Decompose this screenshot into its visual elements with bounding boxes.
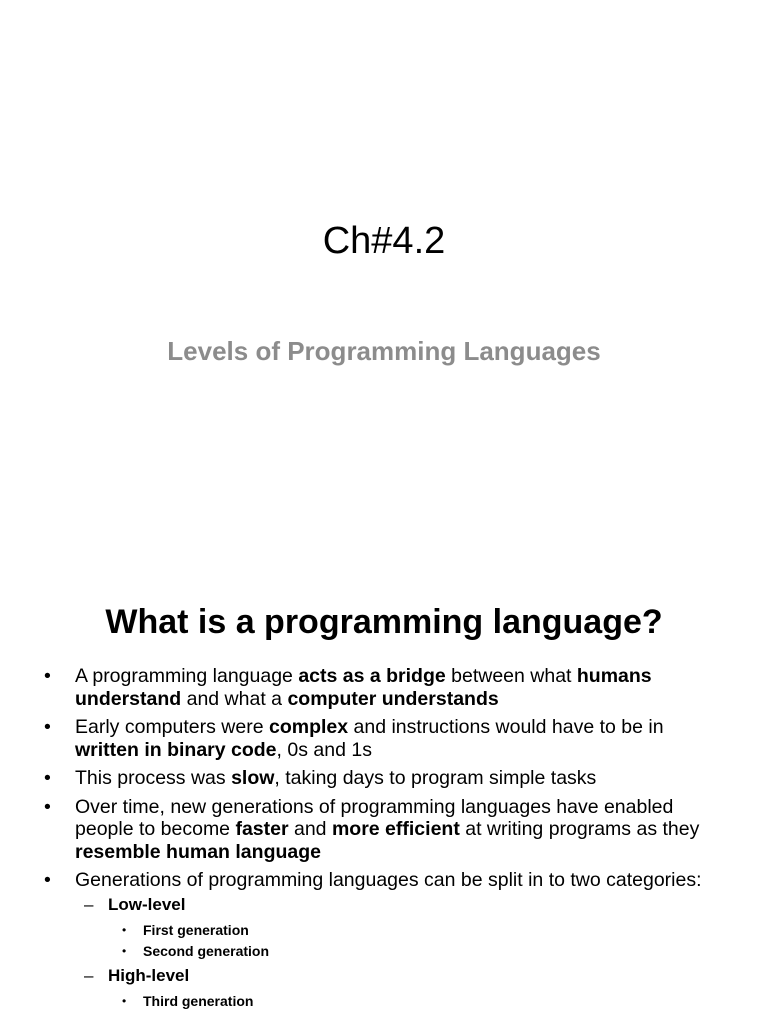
bullet-item <box>44 796 704 864</box>
text-segment: and instructions would have to be in <box>348 716 664 738</box>
text-segment: This process was <box>75 767 232 789</box>
bullet-text <box>75 796 699 863</box>
subsub-item-label: First generation <box>143 921 249 938</box>
bullet-item <box>44 869 704 1011</box>
dash-icon: – <box>84 965 94 985</box>
sub-item-label: High-level <box>108 965 190 985</box>
bullet-icon: • <box>44 767 51 789</box>
text-segment: and what a <box>181 687 288 710</box>
text-segment: Early computers were <box>75 716 269 738</box>
bullet-item <box>44 716 704 761</box>
sub-item <box>75 965 704 987</box>
bullet-icon: • <box>122 993 127 1008</box>
subsub-list <box>75 920 704 961</box>
subsub-item-label: Third generation <box>143 992 254 1009</box>
content-slide-title: What is a programming language? <box>105 603 663 641</box>
bold-phrase: more efficient <box>331 818 460 840</box>
bullet-text <box>75 665 652 710</box>
subsub-item <box>108 941 704 961</box>
slide-subtitle: Levels of Programming Languages <box>167 336 601 366</box>
bold-phrase: acts as a bridge <box>298 665 446 687</box>
sub-item <box>75 894 704 916</box>
bullet-icon: • <box>44 795 51 818</box>
bullet-text <box>75 767 596 789</box>
sub-list <box>75 894 704 1011</box>
subsub-item-label: Second generation <box>143 942 270 959</box>
text-segment: A programming language <box>75 665 299 687</box>
subsub-list <box>75 991 704 1011</box>
bullet-item <box>44 767 704 790</box>
bullet-text <box>75 869 702 891</box>
text-segment: , taking days to program simple tasks <box>274 767 597 789</box>
text-segment: and <box>288 818 332 840</box>
text-segment: at writing programs as they <box>459 818 700 840</box>
content-slide <box>0 576 768 1024</box>
bullet-list <box>44 665 704 1017</box>
bold-phrase: slow <box>231 767 275 789</box>
text-segment: Generations of programming languages can be split in to two categories: <box>75 869 702 891</box>
bold-phrase: faster <box>235 818 289 840</box>
bullet-icon: • <box>44 665 51 687</box>
bullet-icon: • <box>44 716 51 738</box>
bold-phrase: resemble human language <box>75 840 321 863</box>
bullet-icon: • <box>122 922 127 937</box>
bold-phrase: humans understand <box>75 665 652 710</box>
bold-phrase: computer understands <box>287 687 499 710</box>
subsub-item <box>108 920 704 940</box>
text-segment: Over time, new generations of programming languages have enabled people to become <box>75 795 674 840</box>
bold-phrase: written in binary code <box>75 738 277 761</box>
bold-phrase: complex <box>268 716 349 738</box>
text-segment: between what <box>445 665 577 687</box>
bullet-icon: • <box>44 869 51 891</box>
subsub-item <box>108 991 704 1011</box>
sub-item-label: Low-level <box>108 894 186 914</box>
slide-title: Ch#4.2 <box>322 220 446 262</box>
bullet-item <box>44 665 704 710</box>
text-segment: , 0s and 1s <box>276 738 372 761</box>
bullet-icon: • <box>122 943 127 958</box>
bullet-text <box>75 716 664 761</box>
dash-icon: – <box>84 894 94 914</box>
